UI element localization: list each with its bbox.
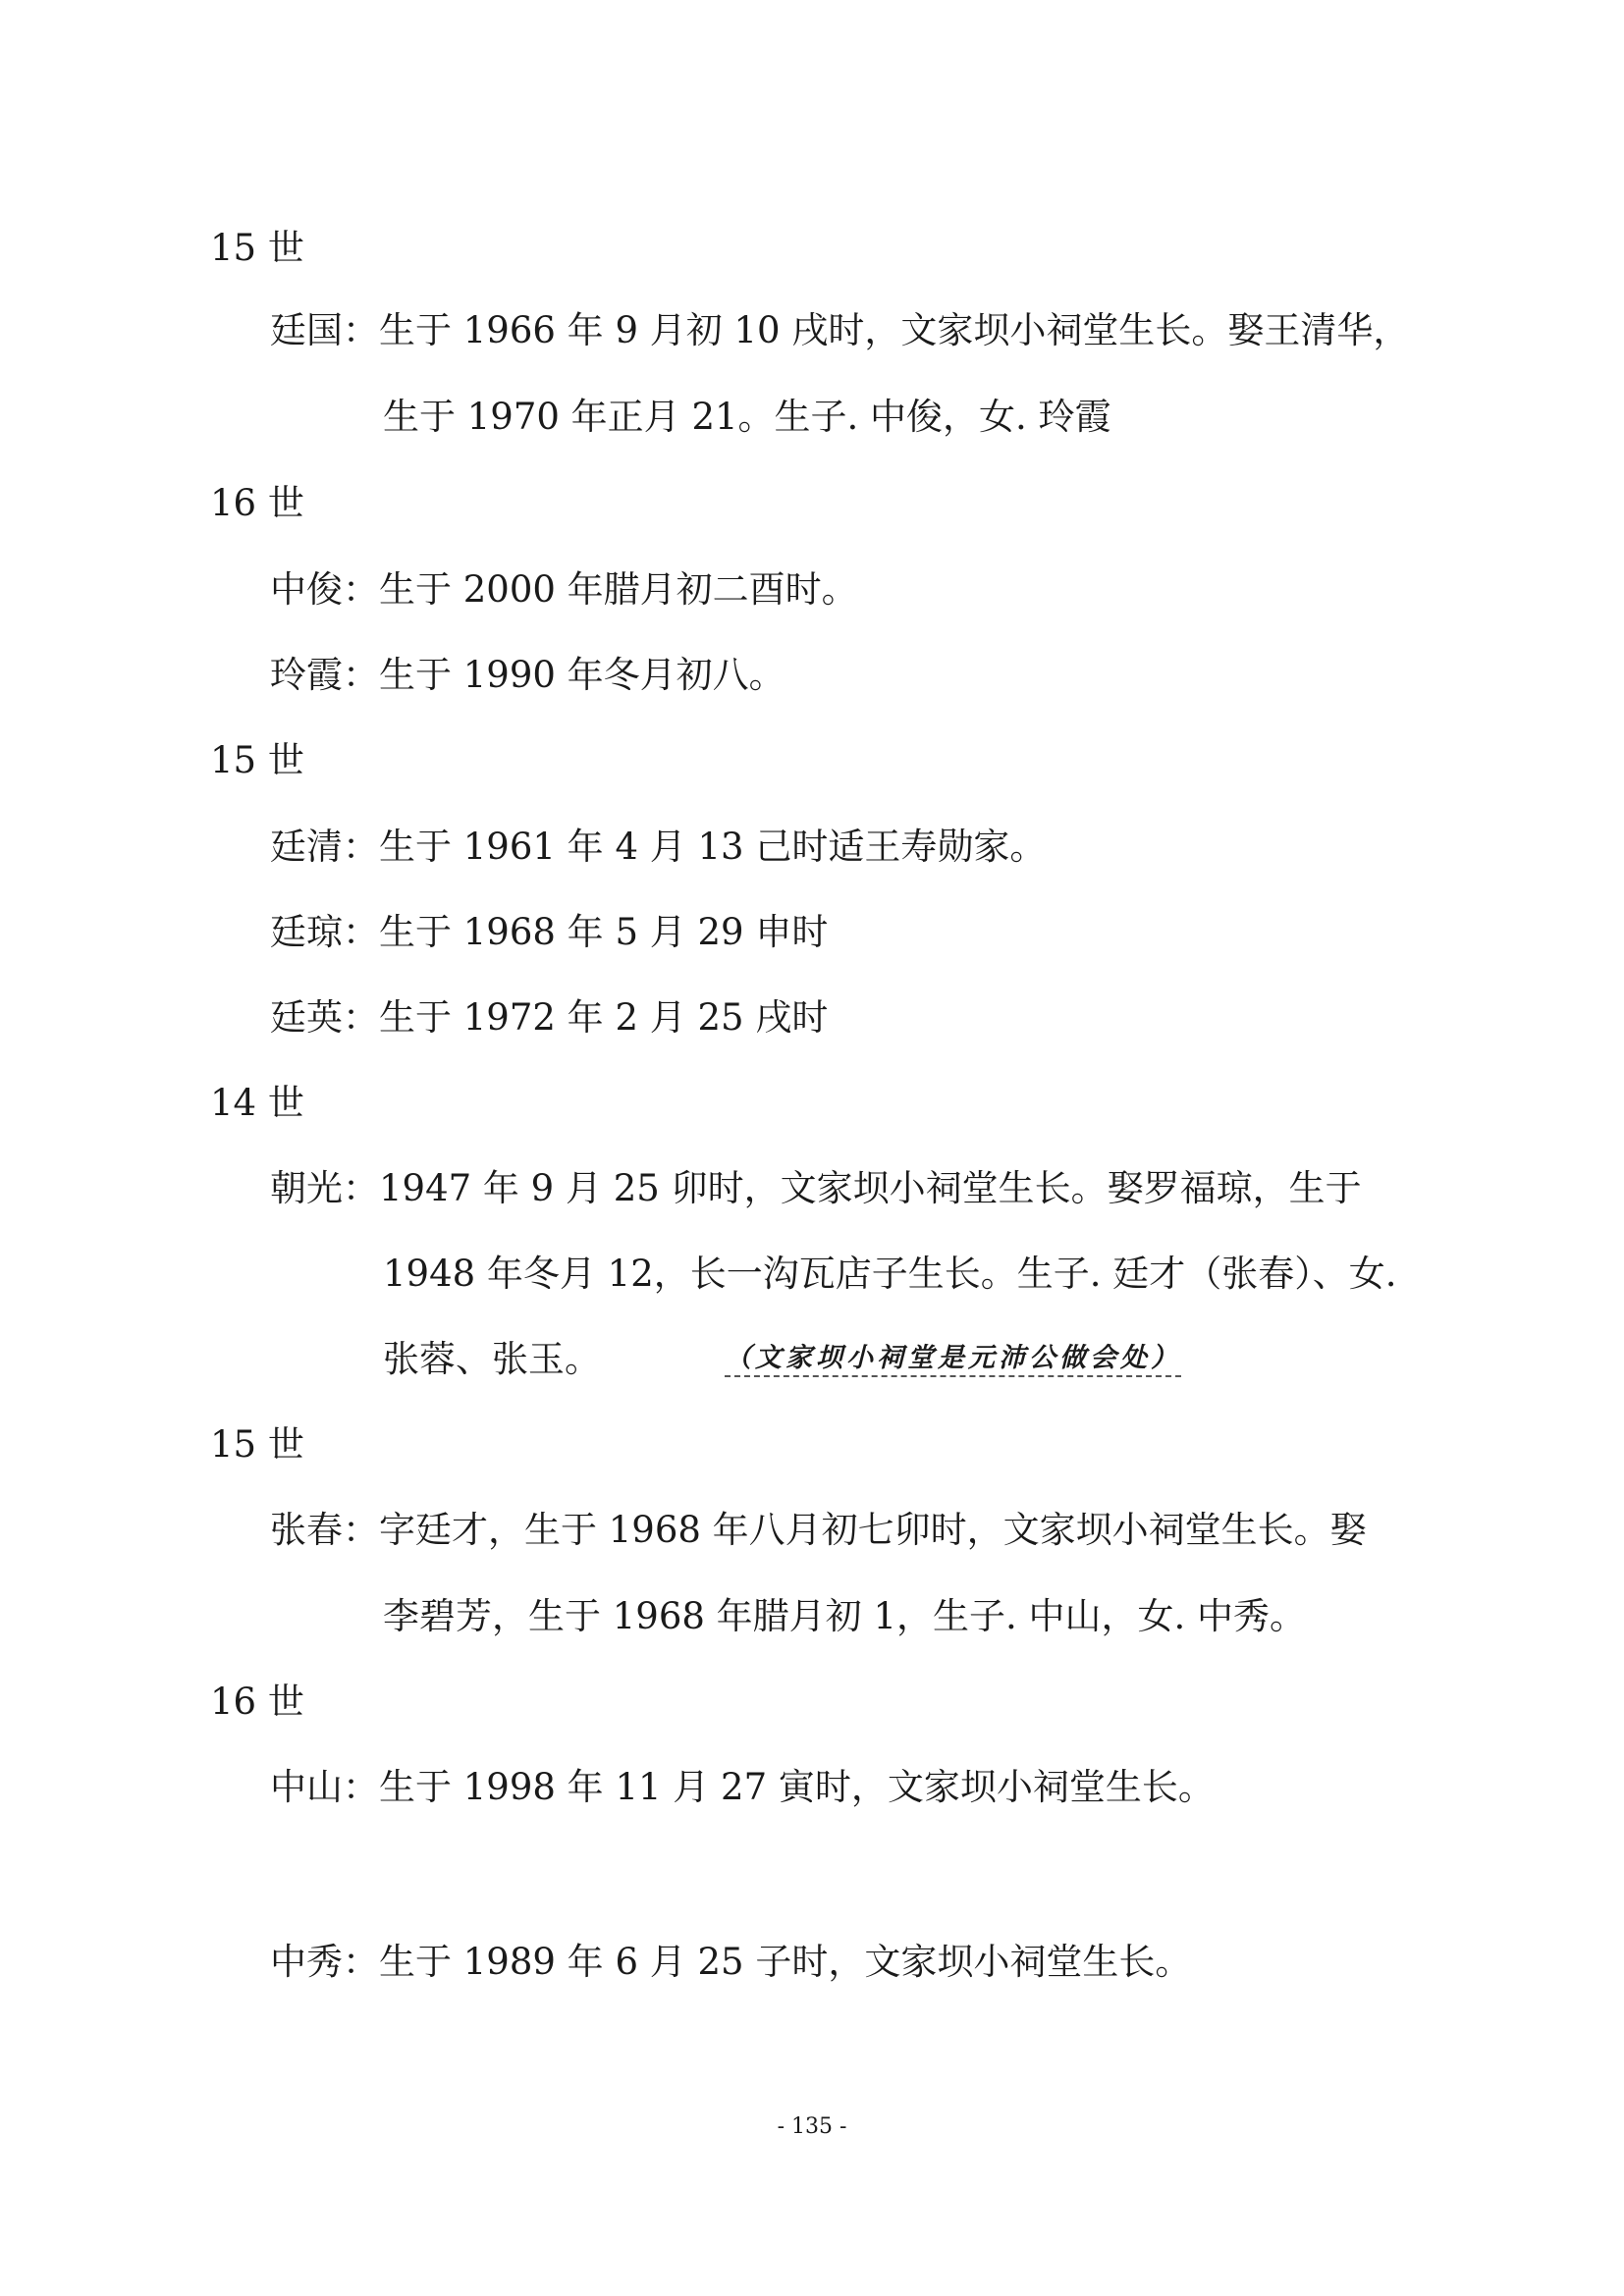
entry-lingxia: 玲霞：生于 1990 年冬月初八。 (270, 654, 785, 696)
entry-tingguo-line-1: 廷国：生于 1966 年 9 月初 10 戌时，文家坝小祠堂生长。娶王清华， (270, 309, 1410, 351)
entry-tingqing: 廷清：生于 1961 年 4 月 13 己时适王寿勋家。 (270, 826, 1047, 868)
entry-zhangchun-line-2: 李碧芳，生于 1968 年腊月初 1，生子. 中山，女. 中秀。 (383, 1595, 1307, 1637)
entry-chaoguang-line-3: 张蓉、张玉。 (383, 1338, 601, 1380)
page-number: - 135 - (777, 2114, 847, 2139)
entry-chaoguang-line-2: 1948 年冬月 12，长一沟瓦店子生长。生子. 廷才（张春）、女. (383, 1253, 1397, 1295)
entry-zhongshan: 中山：生于 1998 年 11 月 27 寅时，文家坝小祠堂生长。 (270, 1766, 1215, 1808)
annotation-text: （文家坝小祠堂是元沛公做会处） (725, 1343, 1181, 1377)
generation-heading: 15 世 (210, 739, 304, 781)
entry-zhangchun-line-1: 张春：字廷才，生于 1968 年八月初七卯时，文家坝小祠堂生长。娶 (270, 1509, 1367, 1551)
generation-heading: 14 世 (210, 1082, 304, 1124)
entry-chaoguang-line-1: 朝光：1947 年 9 月 25 卯时，文家坝小祠堂生长。娶罗福琼，生于 (270, 1167, 1362, 1209)
entry-zhongxiu: 中秀：生于 1989 年 6 月 25 子时，文家坝小祠堂生长。 (270, 1941, 1192, 1983)
generation-heading: 16 世 (210, 1681, 304, 1723)
generation-heading: 15 世 (210, 227, 304, 269)
entry-zhongjun: 中俊：生于 2000 年腊月初二酉时。 (270, 568, 858, 611)
entry-tingqiong: 廷琼：生于 1968 年 5 月 29 申时 (270, 911, 829, 953)
annotation-note (725, 1336, 1181, 1374)
entry-tingguo-line-2: 生于 1970 年正月 21。生子. 中俊，女. 玲霞 (383, 396, 1111, 438)
generation-heading: 15 世 (210, 1423, 304, 1466)
generation-heading: 16 世 (210, 482, 304, 524)
entry-tingying: 廷英：生于 1972 年 2 月 25 戌时 (270, 996, 829, 1039)
